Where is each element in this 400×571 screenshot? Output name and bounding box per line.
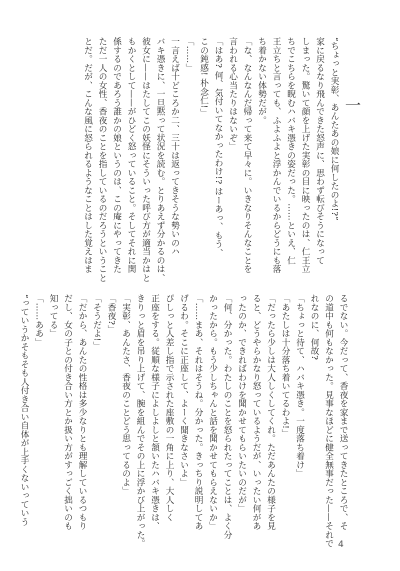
text-line: かったから。もう少しちゃんと話を聞かせてもらえないか」 — [207, 294, 218, 531]
text-line: この鈍感! 朴念仁!」 — [198, 37, 209, 118]
text-line: とだ。だが、こんな風に怒られるようなことはした覚えはま — [82, 37, 93, 274]
text-line: 「はあ? 何、気付いてなかったわけ!? はーあっ、もう、 — [213, 37, 223, 258]
text-line: 「そうだよ!」 — [91, 294, 102, 351]
text-line: 「実彰、あんたさ、香夜のことどう思ってるのよ」 — [120, 294, 131, 496]
text-line: ると、どうやらかなり怒っているようだが、いったい何があ — [251, 294, 261, 531]
text-line: “っていうかそもそも人付き合い自体が上手くないっていう — [19, 294, 29, 527]
text-line: 「香夜?」 — [106, 294, 116, 334]
text-line: きりっと眉を吊り上げて、腕を組んでその上に浮かび上がった。 — [135, 294, 145, 548]
text-line: 「な、なんなんだ帰って来て早々に。いきなりそんなことを — [242, 37, 252, 274]
text-line: ち着かない体勢だが。 — [256, 37, 267, 125]
text-block-bottom — [19, 294, 350, 548]
text-line: 係するのであろう誰かの娘というのは、この庵にやってきた — [111, 37, 122, 274]
text-block-top — [45, 37, 341, 282]
text-line: 一言えば十どころか二、三十は返ってきそうな勢いのハ — [169, 37, 180, 256]
text-line: 家に戻るなり飛んできた怒声に、思わず転びそうになって — [314, 37, 325, 265]
text-line: 言われる心当たりはないぞ」 — [227, 37, 238, 151]
text-line: しまった。驚いて顔を上げた実彰の目に映ったのは、仁王立 — [300, 37, 310, 274]
text-line: 「……ああ」 — [33, 294, 44, 347]
text-line: “ちょっと実彰、あんたあの娘に何したのよ!?” — [329, 37, 339, 221]
text-line: 「ちょっと待て、ハバキ憑き。一度落ち着け」 — [294, 294, 305, 478]
text-line: ちでこちらを睨むハバキ憑きの姿だった。……といえ、仁 — [285, 37, 296, 265]
text-line: 王立ちと言っても、ふよふよと浮かんでいるからどうにも落 — [271, 37, 281, 274]
text-line: 「だったら少しは大人しくしてくれ。ただあんたの様子を見 — [265, 294, 276, 531]
text-line: もかくとして——がひどく怒っていること。そしてそれに関 — [126, 37, 136, 274]
text-line: げるわ。そこに正座して、よーく聞きなさいよ」 — [178, 294, 189, 487]
text-line: バキ憑きに、一旦黙って状況を読む。とりあえず分かるのは、 — [155, 37, 165, 282]
text-line: 正座をする。従順な様子によしよしと頷いたハバキ憑きは、 — [149, 294, 160, 531]
text-line: ぴしっと人差し指で示された座敷の一角に上り、大人しく — [164, 294, 174, 522]
text-line: 「……」 — [184, 37, 194, 72]
text-line: 「あたしは十分落ち着いてるわよ!」 — [280, 294, 290, 438]
text-line: ったのか、できればわけを聞かせてもらいたいのだが」 — [236, 294, 247, 513]
text-line: 「だから、あんたの性格は多少なりとも理解しているつもり — [77, 294, 87, 531]
text-line: 「……まあ、それはそうね。分かった。きっちり説明してあ — [193, 294, 203, 531]
section-mark: 一 — [344, 96, 361, 115]
text-line: 彼女に——はたしてこの妖怪にそういった呼び方が適当かはと — [140, 37, 151, 282]
text-line: 「何、分かった。わたしのことを怒られたってことは、よく分 — [222, 294, 232, 539]
text-line: ただ一人の女性、香夜のことを指しているのだろうということ — [97, 37, 107, 282]
text-line: だし、女の子との付き合い方とか扱い方がすっごく拙いのも — [62, 294, 73, 531]
text-line: 知ってる」 — [48, 294, 58, 338]
text-line: の道中も何もなかった。見事なほどに健全無事だった——それで — [323, 294, 334, 548]
page-number: 4 — [338, 540, 344, 550]
text-line: るでない。今だって、香夜を家まで送ってきたところで、そ — [338, 294, 348, 531]
text-line: れなのに、何故? — [309, 294, 319, 361]
